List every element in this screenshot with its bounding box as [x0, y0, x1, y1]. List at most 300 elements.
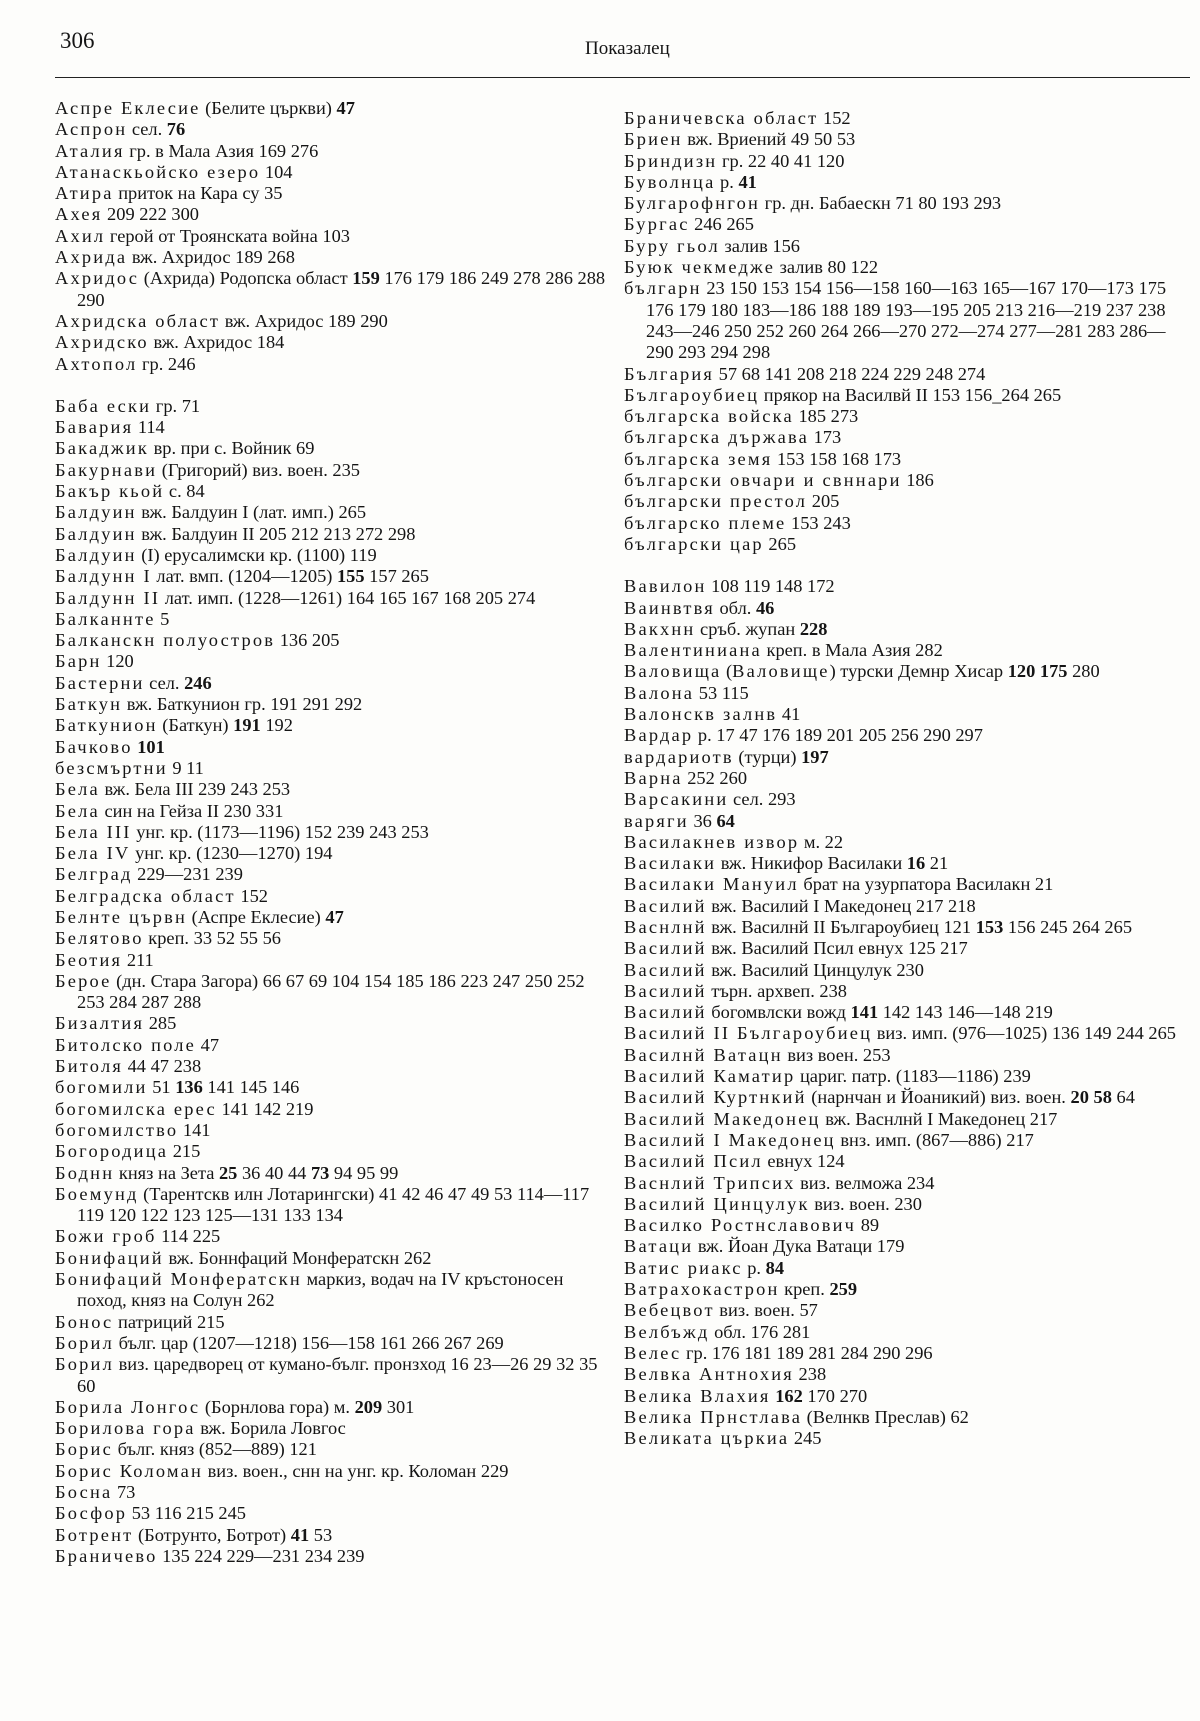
entry-headword: Василаки: [624, 853, 717, 874]
entry-headword: Аспре Еклесие: [55, 98, 201, 118]
entry-bold-pages: 73: [310, 1162, 330, 1183]
index-entry: [624, 1087, 1189, 1108]
index-entry: [624, 938, 1189, 959]
entry-text: с. 84: [164, 481, 205, 502]
entry-headword: Ахрида: [55, 247, 128, 268]
entry-text: вж. Балдуин II 205 212 213 272 298: [136, 523, 416, 544]
entry-headword: Ватаци: [624, 1236, 694, 1257]
entry-headword: Буру гьол: [624, 235, 720, 256]
entry-headword: Бургас: [624, 214, 690, 235]
entry-text: 173: [809, 427, 842, 448]
entry-text: 238: [793, 1364, 827, 1385]
entry-headword: Борис: [55, 1439, 113, 1460]
entry-headword: Борил: [55, 1354, 114, 1375]
entry-text: 141 145 146: [202, 1077, 300, 1098]
index-entry: [55, 1269, 610, 1312]
entry-headword: Вакхнн: [624, 618, 696, 639]
index-entry: [624, 1066, 1189, 1087]
entry-text: 36 40 44: [237, 1162, 311, 1183]
entry-headword: Атанаскьойско езеро: [55, 161, 261, 182]
entry-headword: Битолско поле: [55, 1034, 197, 1055]
entry-text: 170 270: [802, 1385, 868, 1406]
entry-headword: Васнлий Трипсих: [624, 1172, 796, 1193]
entry-headword: Балдунн I: [55, 566, 152, 587]
entry-headword: Василакнев извор: [624, 831, 800, 852]
entry-text: 47: [196, 1034, 220, 1055]
entry-text: креп. 33 52 55 56: [143, 928, 281, 949]
entry-headword: Ваинвтвя: [624, 597, 715, 618]
entry-bold-pages: 41: [290, 1524, 310, 1545]
index-entry: [55, 1333, 610, 1354]
entry-text: виз воен. 253: [782, 1044, 891, 1065]
entry-headword: Божи гроб: [55, 1226, 157, 1247]
entry-text: княз на Зета: [114, 1162, 219, 1183]
index-entry: [55, 502, 610, 523]
entry-bold-pages: 162: [775, 1385, 803, 1406]
index-entry: [55, 971, 610, 1014]
index-entry: [55, 481, 610, 502]
index-entry: [624, 896, 1189, 917]
entry-text: 114 225: [156, 1226, 221, 1247]
index-entry: [55, 694, 610, 715]
index-column-left: [55, 98, 610, 1567]
entry-text: 176 179 186 249 278 286 288 290: [77, 268, 606, 310]
index-entry: [624, 193, 1189, 214]
entry-headword: Боемунд: [55, 1183, 139, 1204]
entry-headword: Борила Лонгос: [55, 1396, 201, 1417]
entry-text: унг. кр. (1230—1270) 194: [130, 843, 333, 864]
entry-text: (Белите църкви): [200, 98, 337, 118]
index-entry: [55, 1077, 610, 1098]
entry-headword: Баткун: [55, 694, 123, 715]
index-entry: [55, 779, 610, 800]
entry-headword: България: [624, 363, 715, 384]
index-entry: [624, 257, 1189, 278]
index-entry: [55, 928, 610, 949]
entry-headword: Браничево: [55, 1545, 158, 1566]
entry-text: 104: [260, 161, 293, 182]
entry-bold-pages: 191: [233, 715, 261, 736]
index-entry: [55, 247, 610, 268]
entry-text: вж. Василнй II Българоубиец 121: [706, 916, 976, 937]
index-entry: [624, 513, 1189, 534]
index-entry: [624, 725, 1189, 746]
index-entry: [624, 1386, 1189, 1407]
entry-text: 53: [309, 1524, 333, 1545]
entry-text: 211: [122, 949, 154, 970]
index-entry: [624, 1407, 1189, 1428]
index-entry: [55, 1418, 610, 1439]
entry-headword: Ахея: [55, 204, 103, 225]
entry-text: 5: [155, 608, 170, 629]
entry-headword: Валовище: [732, 661, 830, 682]
index-entry: [624, 172, 1189, 193]
index-entry: [624, 747, 1189, 768]
entry-text: 44 47 238: [123, 1056, 202, 1077]
entry-bold-pages: 76: [166, 119, 186, 140]
entry-headword: Бонифаций: [55, 1247, 164, 1268]
index-entry: [55, 1035, 610, 1056]
entry-text: 94 95 99: [329, 1162, 399, 1183]
entry-text: гр. в Мала Азия 169 276: [124, 140, 319, 161]
entry-headword: Босна: [55, 1482, 113, 1502]
entry-headword: български цар: [624, 533, 764, 554]
entry-headword: Валовища: [624, 661, 722, 682]
entry-text: 89: [856, 1215, 880, 1236]
index-entry: [55, 588, 610, 609]
entry-headword: Василий I Македонец: [624, 1129, 836, 1150]
entry-headword: Белятово: [55, 928, 144, 949]
entry-text: ) турски Демнр Хисар: [829, 661, 1008, 682]
entry-text: маркиз, водач на IV кръстоносен поход, княз на Солун 262: [77, 1269, 564, 1311]
index-entry: [55, 737, 610, 758]
letter-group-gap: [624, 555, 1189, 576]
index-entry: [624, 1023, 1189, 1044]
entry-headword: Балдуин: [55, 502, 137, 523]
entry-text: 57 68 141 208 218 224 229 248 274: [714, 363, 986, 384]
entry-headword: Буюк чекмедже: [624, 257, 776, 278]
entry-text: 185 273: [793, 406, 859, 427]
entry-headword: Бастерни: [55, 672, 145, 693]
entry-text: гр. дн. Бабаескн 71 80 193 293: [760, 193, 1002, 214]
entry-headword: Балканскн полуостров: [55, 630, 276, 651]
entry-headword: Бизалтия: [55, 1013, 145, 1034]
entry-bold-pages: 259: [829, 1279, 858, 1300]
entry-headword: Василий: [624, 895, 707, 916]
entry-text: евнух 124: [762, 1151, 845, 1172]
index-entry: [624, 768, 1189, 789]
index-entry: [624, 1428, 1189, 1449]
index-entry: [624, 1322, 1189, 1343]
entry-text: вж. Баткунион гр. 191 291 292: [122, 694, 363, 715]
index-entry: [624, 278, 1189, 363]
entry-text: виз. воен. 230: [809, 1193, 922, 1214]
entry-headword: Ватис риакс: [624, 1257, 743, 1278]
header-rule: [55, 77, 1190, 78]
entry-headword: Василий Македонец: [624, 1108, 821, 1129]
entry-text: вж. Василий Псил евнух 125 217: [706, 938, 968, 959]
entry-headword: богомилство: [55, 1119, 179, 1140]
entry-bold-pages: 84: [765, 1257, 785, 1278]
entry-text: патриций 215: [113, 1311, 225, 1332]
entry-headword: Вардар: [624, 725, 694, 746]
entry-text: 23 150 153 154 156—158 160—163 165—167 170—173 175 176 179 180 183—186 188 189 193—195 205 213 216—219 237 238 243—246 250 252 260 264 266—270 272—274 277—281 283 286—290 293 294 298: [646, 278, 1167, 363]
index-entry: [55, 1397, 610, 1418]
entry-text: 156 245 264 265: [1003, 916, 1133, 937]
index-entry: [55, 545, 610, 566]
entry-headword: Ахил: [55, 225, 106, 246]
entry-text: (Тарентскв илн Лотарингски) 41 42 46 47 49 53 114—117 119 120 122 123 125—131 133 134: [77, 1183, 590, 1226]
entry-text: 41: [777, 704, 801, 725]
index-entry: [55, 801, 610, 822]
entry-headword: Бела: [55, 800, 100, 821]
entry-text: р.: [742, 1257, 766, 1278]
index-entry: [624, 811, 1189, 832]
index-entry: [624, 1151, 1189, 1172]
entry-text: 36: [688, 810, 717, 831]
entry-headword: Варсакини: [624, 789, 729, 810]
index-entry: [55, 524, 610, 545]
index-entry: [55, 758, 610, 779]
index-entry: [55, 226, 610, 247]
entry-bold-pages: 16: [906, 853, 926, 874]
index-entry: [624, 1130, 1189, 1151]
entry-text: вж. Ахридос 189 268: [127, 247, 295, 268]
entry-text: (Ахрида) Родопска област: [139, 268, 353, 289]
index-entry: [624, 960, 1189, 981]
entry-headword: Аспрон: [55, 119, 128, 140]
entry-text: залив 80 122: [775, 257, 879, 278]
entry-headword: Велбъжд: [624, 1321, 710, 1342]
entry-headword: Василий Куртнкий: [624, 1087, 807, 1108]
index-entry: [624, 385, 1189, 406]
entry-headword: Бакър кьой: [55, 481, 165, 502]
index-entry: [624, 683, 1189, 704]
entry-bold-pages: 46: [755, 597, 775, 618]
index-entry: [624, 1236, 1189, 1257]
entry-bold-pages: 153: [975, 916, 1004, 937]
index-entry: [624, 598, 1189, 619]
index-entry: [624, 1045, 1189, 1066]
entry-text: 209 222 300: [102, 204, 200, 225]
index-entry: [55, 1163, 610, 1184]
entry-text: 246 265: [689, 214, 754, 235]
entry-text: 186: [901, 470, 934, 491]
entry-headword: българска земя: [624, 448, 773, 469]
entry-text: м. 22: [799, 831, 844, 852]
running-title: Показалец: [585, 38, 670, 59]
entry-text: 108 119 148 172: [706, 576, 835, 597]
entry-text: виз. велможа 234: [795, 1172, 935, 1193]
index-entry: [624, 1300, 1189, 1321]
index-entry: [624, 1364, 1189, 1385]
index-entry: [55, 1184, 610, 1227]
index-entry: [624, 832, 1189, 853]
entry-text: виз. воен. 57: [714, 1300, 818, 1321]
index-entry: [624, 214, 1189, 235]
entry-headword: Василий Каматир: [624, 1066, 796, 1087]
entry-headword: Българоубиец: [624, 384, 760, 405]
entry-headword: Бриндизн: [624, 150, 718, 171]
entry-text: виз. воен., снн на унг. кр. Коломан 229: [203, 1460, 509, 1481]
entry-text: вж. Борила Ловгос: [195, 1418, 346, 1439]
index-entry: [55, 843, 610, 864]
index-entry: [55, 886, 610, 907]
entry-text: вж. Боннфаций Монфератскн 262: [163, 1247, 432, 1268]
index-entry: [55, 630, 610, 651]
index-entry: [55, 141, 610, 162]
entry-headword: Василий Цинцулук: [624, 1193, 810, 1214]
entry-bold-pages: 209: [354, 1396, 383, 1417]
entry-text: р.: [715, 171, 739, 192]
entry-headword: Васнлнй: [624, 916, 707, 937]
entry-text: 120: [101, 651, 134, 672]
entry-headword: българн: [624, 278, 702, 299]
entry-headword: Буволнца: [624, 171, 716, 192]
entry-text: 114: [133, 417, 165, 438]
entry-text: 229—231 239: [132, 864, 243, 885]
index-entry: [55, 354, 610, 375]
entry-headword: Булгарофнгон: [624, 193, 761, 214]
index-entry: [55, 1141, 610, 1162]
entry-text: вж. Балдуин I (лат. имп.) 265: [136, 502, 367, 523]
entry-text: (Григорий) виз. воен. 235: [157, 459, 360, 480]
index-entry: [624, 1002, 1189, 1023]
entry-headword: Балдуин: [55, 523, 137, 544]
index-entry: [624, 151, 1189, 172]
entry-headword: Бакурнави: [55, 459, 158, 480]
index-entry: [624, 640, 1189, 661]
index-entry: [624, 1343, 1189, 1364]
index-entry: [55, 460, 610, 481]
index-entry: [55, 609, 610, 630]
entry-text: гр. 22 40 41 120: [717, 150, 845, 171]
entry-headword: богомилска ерес: [55, 1098, 217, 1119]
index-entry: [624, 1215, 1189, 1236]
index-entry: [624, 449, 1189, 470]
entry-text: 205: [807, 491, 840, 512]
entry-bold-pages: 197: [801, 746, 829, 767]
entry-text: вж. Василий Цинцулук 230: [706, 959, 924, 980]
entry-headword: Вавилон: [624, 576, 707, 597]
index-entry: [55, 907, 610, 928]
entry-headword: богомили: [55, 1077, 148, 1098]
entry-text: внз. имп. (867—886) 217: [835, 1129, 1034, 1150]
entry-headword: Бриен: [624, 129, 683, 150]
entry-text: 152: [235, 885, 268, 906]
index-entry: [55, 204, 610, 225]
entry-text: 135 224 229—231 234 239: [157, 1545, 365, 1566]
entry-headword: Ахридско: [55, 332, 149, 353]
entry-text: 142 143 146—148 219: [878, 1002, 1053, 1023]
entry-headword: Борилова гора: [55, 1418, 196, 1439]
index-entry: [55, 1354, 610, 1397]
entry-headword: Борис Коломан: [55, 1460, 203, 1481]
index-entry: [55, 566, 610, 587]
entry-text: 265: [763, 533, 797, 554]
entry-bold-pages: 159: [352, 268, 380, 289]
index-entry: [55, 1226, 610, 1247]
entry-headword: Ботрент: [55, 1524, 134, 1545]
index-entry: [624, 1109, 1189, 1130]
index-entry: [55, 1482, 610, 1503]
entry-text: (I) ерусалимски кр. (1100) 119: [136, 544, 377, 565]
entry-text: вж. Никифор Василаки: [716, 853, 907, 874]
entry-headword: Белград: [55, 864, 133, 885]
entry-headword: Борил: [55, 1332, 114, 1353]
entry-headword: Велика Влахия: [624, 1385, 771, 1406]
entry-text: (турци): [733, 746, 802, 767]
entry-bold-pages: 101: [137, 736, 165, 757]
entry-text: 153 158 168 173: [772, 448, 902, 469]
entry-headword: Бела III: [55, 821, 132, 842]
index-entry: [55, 1439, 610, 1460]
index-entry: [55, 673, 610, 694]
index-entry: [624, 874, 1189, 895]
entry-headword: Битоля: [55, 1056, 123, 1077]
entry-text: гр. 176 181 189 281 284 290 296: [681, 1342, 933, 1363]
entry-text: 141: [178, 1119, 211, 1140]
entry-text: лат. вмп. (1204—1205): [151, 566, 337, 587]
index-entry: [55, 1099, 610, 1120]
index-entry: [55, 651, 610, 672]
entry-text: 53 116 215 245: [127, 1503, 246, 1524]
index-entry: [55, 98, 610, 119]
index-entry: [624, 108, 1189, 129]
entry-headword: Берое: [55, 970, 112, 991]
index-entry: [55, 1013, 610, 1034]
entry-text: креп.: [779, 1279, 830, 1300]
entry-text: брат на узурпатора Василакн 21: [798, 874, 1054, 895]
entry-headword: Велес: [624, 1342, 682, 1363]
entry-text: 192: [260, 715, 293, 736]
index-entry: [624, 981, 1189, 1002]
index-entry: [624, 534, 1189, 555]
entry-headword: вардариотв: [624, 746, 734, 767]
entry-headword: българско племе: [624, 512, 787, 533]
index-column-right: [624, 108, 1189, 1449]
entry-bold-pages: 20 58: [1070, 1087, 1112, 1108]
entry-headword: Бакаджик: [55, 438, 149, 459]
entry-headword: Баба ески: [55, 395, 152, 416]
entry-text: 51: [147, 1077, 176, 1098]
index-entry: [624, 1173, 1189, 1194]
entry-headword: Бонифаций Монфератскн: [55, 1269, 302, 1290]
entry-text: 141 142 219: [216, 1098, 314, 1119]
entry-text: вж. Бела III 239 243 253: [99, 779, 291, 800]
entry-text: (Ботрунто, Ботрот): [133, 1524, 291, 1545]
entry-headword: Аталия: [55, 140, 125, 161]
entry-text: 21: [925, 853, 949, 874]
entry-headword: Белградска област: [55, 885, 236, 906]
entry-text: залив 156: [719, 235, 800, 256]
entry-headword: Велвка Антнохия: [624, 1364, 794, 1385]
entry-headword: Бонос: [55, 1311, 114, 1332]
entry-text: 280: [1067, 661, 1100, 682]
entry-headword: Боднн: [55, 1162, 115, 1183]
index-entry: [55, 715, 610, 736]
entry-headword: Василий: [624, 1002, 707, 1023]
entry-headword: Балдунн II: [55, 587, 161, 608]
index-entry: [55, 822, 610, 843]
entry-text: приток на Кара су 35: [113, 183, 283, 204]
entry-text: 301: [382, 1396, 415, 1417]
entry-text: вж. Вриений 49 50 53: [682, 129, 856, 150]
page-number: 306: [60, 28, 95, 53]
entry-text: вж. Васнлнй I Македонец 217: [820, 1108, 1058, 1129]
entry-text: богомвлски вожд: [706, 1002, 851, 1023]
index-entry: [624, 129, 1189, 150]
entry-headword: български престол: [624, 491, 808, 512]
entry-text: (Баткун): [157, 715, 234, 736]
index-entry: [624, 661, 1189, 682]
entry-text: (нарнчан и Йоаникий) виз. воен.: [806, 1087, 1071, 1108]
entry-text: вж. Ахридос 189 290: [220, 310, 388, 331]
index-entry: [55, 268, 610, 311]
entry-headword: Бела IV: [55, 843, 131, 864]
entry-text: гр. 246: [137, 353, 196, 374]
entry-text: унг. кр. (1173—1196) 152 239 243 253: [131, 821, 429, 842]
index-entry: [55, 1525, 610, 1546]
entry-headword: безсмъртни: [55, 757, 168, 778]
index-entry: [624, 364, 1189, 385]
entry-headword: Ватрахокастрон: [624, 1279, 780, 1300]
entry-text: 157 265: [364, 566, 429, 587]
entry-text: (: [721, 661, 733, 682]
entry-text: вж. Василий I Македонец 217 218: [706, 895, 976, 916]
index-entry: [624, 619, 1189, 640]
entry-text: герой от Троянската война 103: [105, 225, 350, 246]
